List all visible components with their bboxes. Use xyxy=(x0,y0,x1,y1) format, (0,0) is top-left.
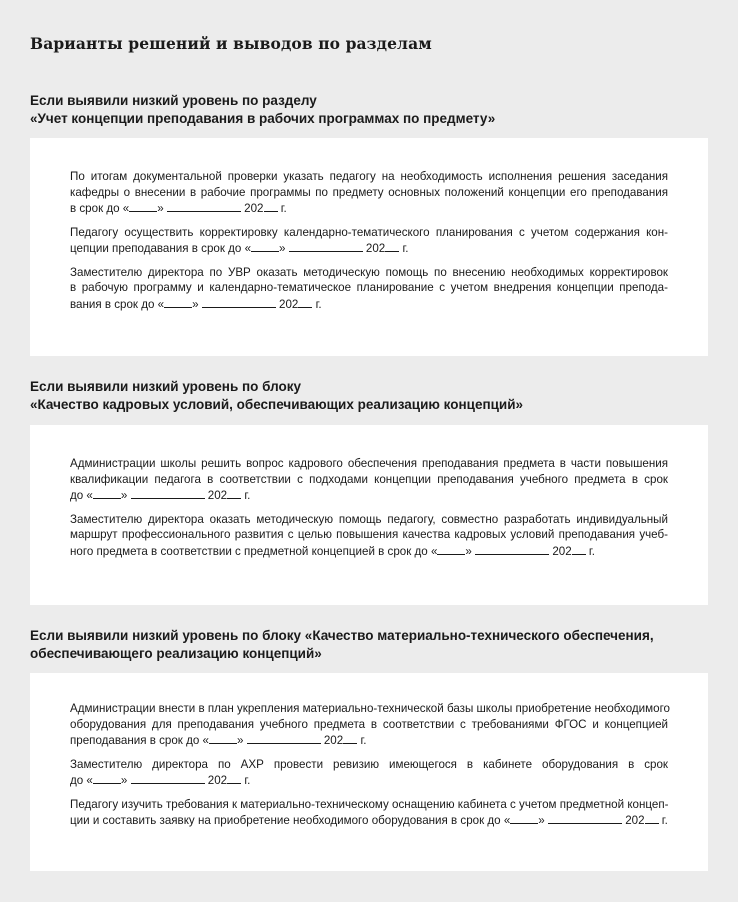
section-heading-equipment xyxy=(30,627,654,663)
month-blank xyxy=(289,240,363,252)
date-prefix: преподавания в срок до « xyxy=(70,734,209,747)
year-suffix: г. xyxy=(399,242,409,255)
year-blank xyxy=(298,296,312,308)
date-prefix: ции и составить заявку на приобретение необходимого оборудования в срок до « xyxy=(70,814,511,827)
day-blank xyxy=(93,772,121,784)
paragraph-line: кафедры о внесении в рабочие программы по предмету основных положений концепции его преподавания xyxy=(70,185,668,199)
paragraph-line: Заместителю директора по АХР провести ревизию имеющегося в кабинете оборудования в срок xyxy=(70,757,668,771)
date-line xyxy=(70,543,668,560)
date-line xyxy=(70,296,668,313)
year-blank xyxy=(264,200,278,212)
year-suffix: г. xyxy=(277,202,287,215)
paragraph xyxy=(70,169,668,217)
year-prefix: 202 xyxy=(320,734,344,747)
date-suffix: » xyxy=(157,202,167,215)
section-heading-line: «Учет концепции преподавания в рабочих программах по предмету» xyxy=(30,111,496,126)
paragraph-line: Педагогу осуществить корректировку календарно-тематического планирования с учетом содержания кон- xyxy=(70,225,668,239)
section-heading-line: Если выявили низкий уровень по блоку «Качество материально-технического обеспечения, xyxy=(30,628,654,643)
day-blank xyxy=(164,296,192,308)
section-heading-curriculum xyxy=(30,92,495,128)
date-prefix: до « xyxy=(70,489,93,502)
year-blank xyxy=(572,543,586,555)
paragraph xyxy=(70,456,668,504)
year-suffix: г. xyxy=(241,489,251,502)
date-prefix: цепции преподавания в срок до « xyxy=(70,242,252,255)
date-prefix: ного предмета в соответствии с предметной концепцией в срок до « xyxy=(70,544,438,558)
year-suffix: г. xyxy=(312,297,322,311)
date-prefix: вания в срок до « xyxy=(70,297,165,311)
year-suffix: г. xyxy=(241,774,251,787)
section-heading-line: Если выявили низкий уровень по разделу xyxy=(30,93,317,108)
date-prefix: до « xyxy=(70,774,93,787)
year-blank xyxy=(645,812,659,824)
date-line xyxy=(70,812,668,829)
year-blank xyxy=(227,487,241,499)
year-prefix: 202 xyxy=(240,202,264,215)
day-blank xyxy=(93,487,121,499)
day-blank xyxy=(209,732,237,744)
day-blank xyxy=(510,812,538,824)
date-suffix: » xyxy=(120,489,131,502)
paragraph xyxy=(70,757,668,789)
year-prefix: 202 xyxy=(204,489,228,502)
date-line xyxy=(70,240,668,257)
year-prefix: 202 xyxy=(204,774,228,787)
section-heading-line: «Качество кадровых условий, обеспечивающих реализацию концепций» xyxy=(30,397,524,412)
date-line xyxy=(70,200,668,217)
date-suffix: » xyxy=(538,814,548,827)
paragraph-line: оборудования для преподавания учебного предмета в соответствии с требованиями ФГОС и концепцией xyxy=(70,717,668,731)
paragraph xyxy=(70,512,668,560)
date-line xyxy=(70,732,668,749)
month-blank xyxy=(247,732,321,744)
paragraph xyxy=(70,701,668,749)
year-blank xyxy=(385,240,399,252)
paragraph xyxy=(70,797,668,829)
date-line xyxy=(70,487,668,504)
section-card-equipment xyxy=(30,673,708,871)
year-prefix: 202 xyxy=(549,544,572,558)
month-blank xyxy=(131,772,205,784)
date-suffix: » xyxy=(465,544,476,558)
date-suffix: » xyxy=(120,774,131,787)
date-prefix: в срок до « xyxy=(70,202,130,215)
section-heading-line: Если выявили низкий уровень по блоку xyxy=(30,379,302,394)
paragraph-line: Администрации школы решить вопрос кадрового обеспечения преподавания предмета в части повышения xyxy=(70,457,668,470)
day-blank xyxy=(437,543,465,555)
month-blank xyxy=(167,200,241,212)
year-blank xyxy=(343,732,357,744)
year-prefix: 202 xyxy=(621,814,645,827)
year-suffix: г. xyxy=(357,734,367,747)
paragraph-line: квалификации педагога в соответствии с подходами концепции преподавания учебного предмета в срок xyxy=(70,472,668,486)
year-blank xyxy=(227,772,241,784)
year-prefix: 202 xyxy=(275,297,299,311)
page-title: Варианты решений и выводов по разделам xyxy=(30,34,432,53)
paragraph-line: Администрации внести в план укрепления материально-технической базы школы приобретение необходимого xyxy=(70,702,670,715)
section-card-staffing xyxy=(30,425,708,605)
section-heading-line: обеспечивающего реализацию концепций» xyxy=(30,646,322,661)
paragraph-line: По итогам документальной проверки указать педагогу на необходимость исполнения решения заседания xyxy=(70,170,668,183)
paragraph xyxy=(70,265,668,313)
paragraph-line: в рабочую программу и календарно-тематическое планирование с учетом внедрения концепции препода- xyxy=(70,281,668,294)
month-blank xyxy=(131,487,205,499)
day-blank xyxy=(129,200,157,212)
paragraph-line: Педагогу изучить требования к материально-техническому оснащению кабинета с учетом предметной концеп- xyxy=(70,797,669,811)
date-suffix: » xyxy=(279,242,289,255)
paragraph-line: Заместителю директора оказать методическую помощь педагогу, совместно разработать индивидуальный xyxy=(70,512,668,526)
paragraph xyxy=(70,225,668,257)
date-line xyxy=(70,772,668,789)
month-blank xyxy=(548,812,622,824)
date-suffix: » xyxy=(192,297,202,311)
year-suffix: г. xyxy=(585,544,595,558)
section-heading-staffing xyxy=(30,378,523,414)
day-blank xyxy=(251,240,279,252)
date-suffix: » xyxy=(236,734,247,747)
year-prefix: 202 xyxy=(362,242,386,255)
year-suffix: г. xyxy=(658,814,668,827)
section-card-curriculum xyxy=(30,138,708,356)
month-blank xyxy=(475,543,549,555)
paragraph-line: Заместителю директора по УВР оказать методическую помощь по внесению необходимых корректировок xyxy=(70,265,668,279)
paragraph-line: маршрут профессионального развития с целью повышения качества кадровых условий преподавания учеб- xyxy=(70,528,668,541)
month-blank xyxy=(202,296,276,308)
